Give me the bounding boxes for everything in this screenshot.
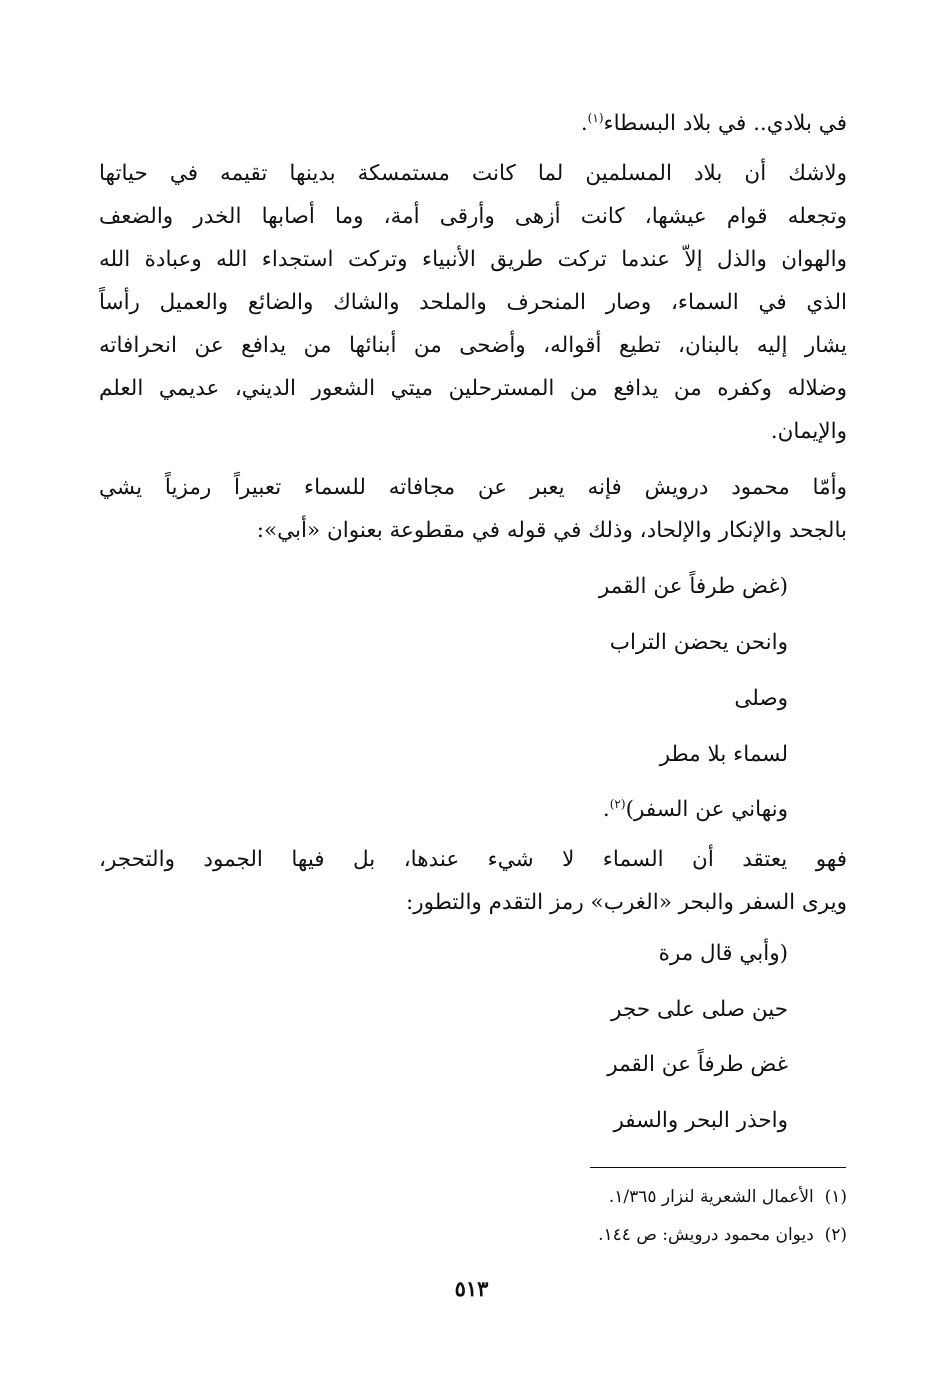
text-line: في بلادي.. في بلاد البسطاء$^{(١)}$. [580,111,847,137]
verse-line: ونهاني عن السفر)$^{(٢)}$. [602,797,788,823]
verse-line: (وأبي قال مرة [658,941,788,966]
verse-line: وصلى [734,686,788,711]
verse-line: حين صلى على حجر [611,997,788,1022]
footnote-marker: (٢) [609,797,626,811]
text-line: وأمّا محمود درويش فإنه يعبر عن مجافاته للسماء تعبيراً رمزياً يشي [99,475,847,500]
footnote: (٢) ديوان محمود درويش: ص ١٤٤. [598,1225,847,1245]
text-line: ولاشك أن بلاد المسلمين لما كانت مستمسكة بدينها تقيمه في حياتها [99,161,847,186]
text-line: وضلاله وكفره من يدافع من المسترحلين ميتي الشعور الديني، عديمي العلم [99,376,847,401]
text-line: يشار إليه بالبنان، تطيع أقواله، وأضحى من أبنائها من يدافع عن انحرافاته [99,333,847,358]
text-line: والإيمان. [770,419,847,444]
verse-line: لسماء بلا مطر [659,742,788,767]
verse-line: واحذر البحر والسفر [613,1108,788,1133]
verse-line: (غض طرفاً عن القمر [598,574,788,599]
text-line: فهو يعتقد أن السماء لا شيء عندها، بل فيها الجمود والتحجر، [99,847,847,872]
page-number: ٥١٣ [454,1276,489,1301]
verse-line: غض طرفاً عن القمر [607,1052,788,1077]
footnote-marker: (١) [587,111,604,125]
text-line: ويرى السفر والبحر «الغرب» رمز التقدم والتطور: [406,890,847,915]
footnote-divider [590,1167,846,1168]
verse-line: وانحن يحضن التراب [609,630,788,655]
text-line: بالجحد والإنكار والإلحاد، وذلك في قوله في مقطوعة بعنوان «أبي»: [256,518,847,543]
text-line: وتجعله قوام عيشها، كانت أزهى وأرقى أمة، وما أصابها الخدر والضعف [99,204,847,229]
text-line: والهوان والذل إلاّ عندما تركت طريق الأنبياء وتركت استجداء الله وعبادة الله [99,247,847,272]
text-line: الذي في السماء، وصار المنحرف والملحد والشاك والضائع والعميل رأساً [99,290,847,315]
footnote: (١) الأعمال الشعرية لنزار ١/٣٦٥. [608,1187,847,1207]
